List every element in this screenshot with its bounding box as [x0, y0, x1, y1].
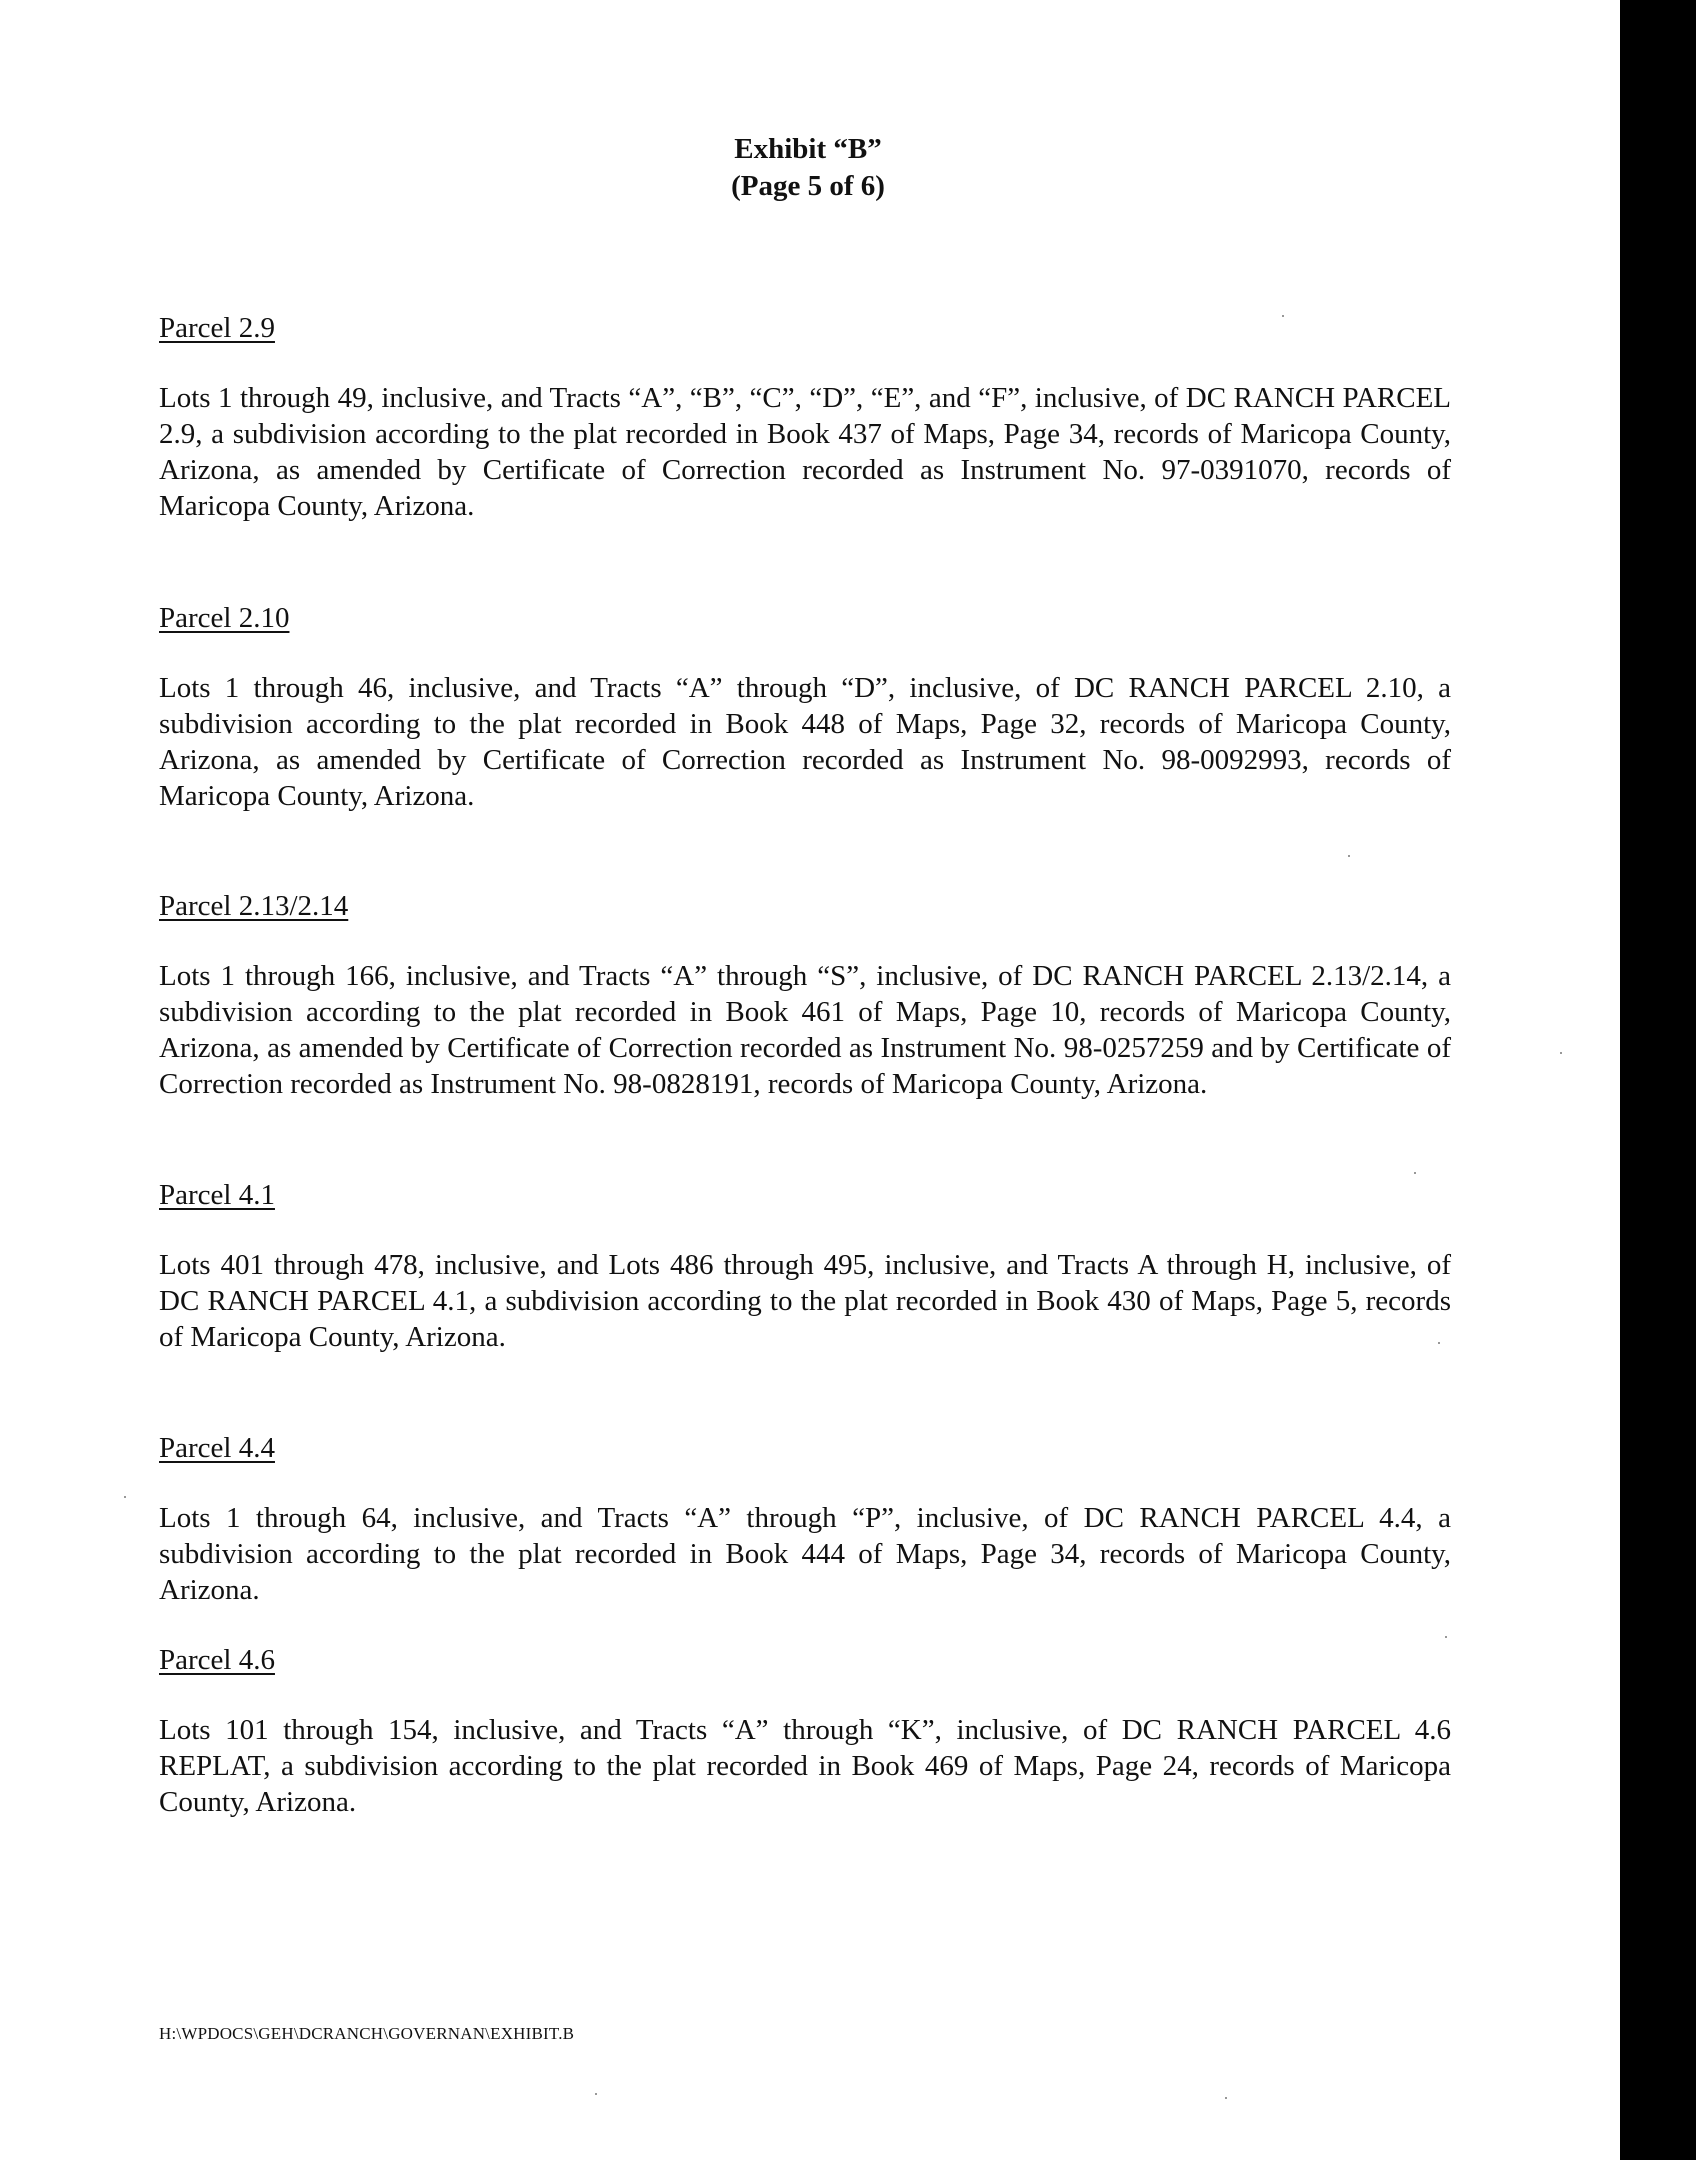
scan-speck: [1438, 1342, 1440, 1344]
scan-speck: [124, 1496, 126, 1498]
scan-speck: [1445, 1636, 1447, 1638]
page-indicator: (Page 5 of 6): [731, 170, 885, 202]
scan-border: [1620, 0, 1696, 2160]
exhibit-title: Exhibit “B”: [734, 133, 882, 165]
section-body-parcel-2-13-2-14: Lots 1 through 166, inclusive, and Tracts “A” through “S”, inclusive, of DC RANCH PARCEL 2.13/2.14, a subdivision according to the plat recorded in Book 461 of Maps, Page 10, records of Maricopa County, Arizona, as amended by Certificate of Correction recorded as Instrument No. 98-0257259 and by Certificate of Correction recorded as Instrument No. 98-0828191, records of Maricopa County, Arizona.: [159, 960, 1451, 1100]
section-title-parcel-2-10: Parcel 2.10: [159, 602, 290, 634]
section-body-parcel-4-4: Lots 1 through 64, inclusive, and Tracts “A” through “P”, inclusive, of DC RANCH PARCEL 4.4, a subdivision according to the plat recorded in Book 444 of Maps, Page 34, records of Maricopa County, Arizona.: [159, 1502, 1451, 1606]
scan-speck: [1282, 315, 1284, 317]
section-body-parcel-4-6: Lots 101 through 154, inclusive, and Tracts “A” through “K”, inclusive, of DC RANCH PARCEL 4.6 REPLAT, a subdivision according to the plat recorded in Book 469 of Maps, Page 24, records of Maricopa County, Arizona.: [159, 1714, 1451, 1818]
section-title-parcel-2-13-2-14: Parcel 2.13/2.14: [159, 890, 349, 922]
section-title-parcel-4-6: Parcel 4.6: [159, 1644, 275, 1676]
section-body-parcel-2-9: Lots 1 through 49, inclusive, and Tracts “A”, “B”, “C”, “D”, “E”, and “F”, inclusive, of DC RANCH PARCEL 2.9, a subdivision according to the plat recorded in Book 437 of Maps, Page 34, records of Maricopa County, Arizona, as amended by Certificate of Correction recorded as Instrument No. 97-0391070, records of Maricopa County, Arizona.: [159, 382, 1451, 522]
section-title-parcel-2-9: Parcel 2.9: [159, 312, 275, 344]
section-body-parcel-2-10: Lots 1 through 46, inclusive, and Tracts “A” through “D”, inclusive, of DC RANCH PARCEL 2.10, a subdivision according to the plat recorded in Book 448 of Maps, Page 32, records of Maricopa County, Arizona, as amended by Certificate of Correction recorded as Instrument No. 98-0092993, records of Maricopa County, Arizona.: [159, 672, 1451, 812]
scan-speck: [1225, 2097, 1227, 2099]
section-title-parcel-4-1: Parcel 4.1: [159, 1179, 275, 1211]
scan-speck: [1414, 1172, 1416, 1174]
section-title-parcel-4-4: Parcel 4.4: [159, 1432, 275, 1464]
scan-speck: [1560, 1052, 1562, 1054]
footer-file-path: H:\WPDOCS\GEH\DCRANCH\GOVERNAN\EXHIBIT.B: [159, 2024, 575, 2043]
scan-speck: [595, 2093, 597, 2095]
section-body-parcel-4-1: Lots 401 through 478, inclusive, and Lots 486 through 495, inclusive, and Tracts A through H, inclusive, of DC RANCH PARCEL 4.1, a subdivision according to the plat recorded in Book 430 of Maps, Page 5, records of Maricopa County, Arizona.: [159, 1249, 1451, 1353]
scan-speck: [1348, 855, 1350, 857]
